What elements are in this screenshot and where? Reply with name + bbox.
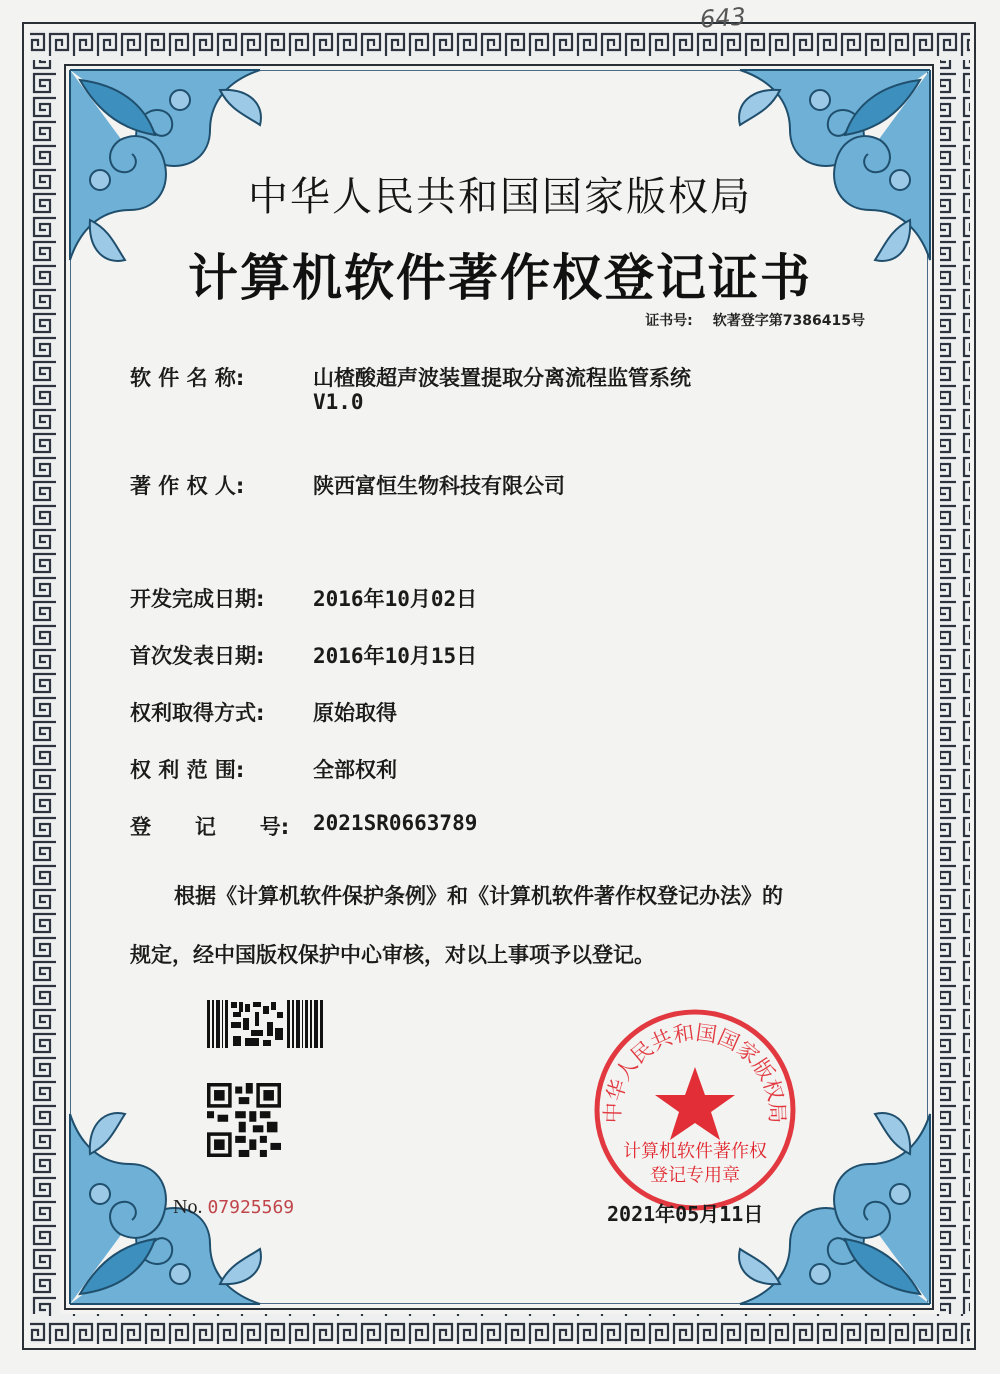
seal-ring-text: 中华人民共和国国家版权局 bbox=[600, 1020, 790, 1124]
certificate-number bbox=[645, 310, 865, 330]
acquire-method-value: 原始取得 bbox=[313, 701, 397, 725]
software-name-value: 山楂酸超声波装置提取分离流程监管系统 bbox=[313, 366, 691, 390]
seal-center-line-1: 计算机软件著作权 bbox=[623, 1141, 767, 1162]
certificate-title: 计算机软件著作权登记证书 bbox=[188, 249, 812, 307]
registration-number-label: 登 记 号: bbox=[130, 815, 290, 839]
official-red-seal bbox=[590, 1005, 800, 1215]
certificate-number-value: 软著登字第7386415号 bbox=[712, 313, 865, 329]
certificate-number-label: 证书号: bbox=[645, 313, 693, 329]
rights-scope-label: 权 利 范 围: bbox=[130, 758, 245, 782]
dev-complete-label: 开发完成日期: bbox=[130, 587, 265, 611]
seal-center-line-2: 登记专用章 bbox=[650, 1165, 740, 1186]
acquire-method-label: 权利取得方式: bbox=[130, 701, 265, 725]
issuer-heading: 中华人民共和国国家版权局 bbox=[248, 174, 752, 220]
first-publish-label: 首次发表日期: bbox=[130, 644, 265, 668]
dev-complete-value: 2016年10月02日 bbox=[313, 587, 478, 611]
rights-scope-value: 全部权利 bbox=[313, 758, 397, 782]
owner-value: 陕西富恒生物科技有限公司 bbox=[313, 474, 565, 498]
first-publish-value: 2016年10月15日 bbox=[313, 644, 478, 668]
serial-value: 07925569 bbox=[207, 1197, 295, 1218]
handwritten-note: 643 bbox=[699, 2, 747, 34]
statement-line-2: 规定，经中国版权保护中心审核，对以上事项予以登记。 bbox=[130, 943, 655, 967]
software-name-label: 软 件 名 称: bbox=[130, 366, 245, 390]
owner-label: 著 作 权 人: bbox=[130, 474, 245, 498]
barcode bbox=[205, 998, 325, 1050]
serial-number bbox=[173, 1196, 294, 1219]
qr-code bbox=[207, 1083, 281, 1157]
software-version-value: V1.0 bbox=[313, 390, 364, 414]
serial-prefix: No. bbox=[173, 1196, 203, 1218]
statement-line-1: 根据《计算机软件保护条例》和《计算机软件著作权登记办法》的 bbox=[174, 884, 783, 908]
issue-date: 2021年05月11日 bbox=[607, 1202, 764, 1226]
registration-number-value: 2021SR0663789 bbox=[313, 811, 478, 835]
